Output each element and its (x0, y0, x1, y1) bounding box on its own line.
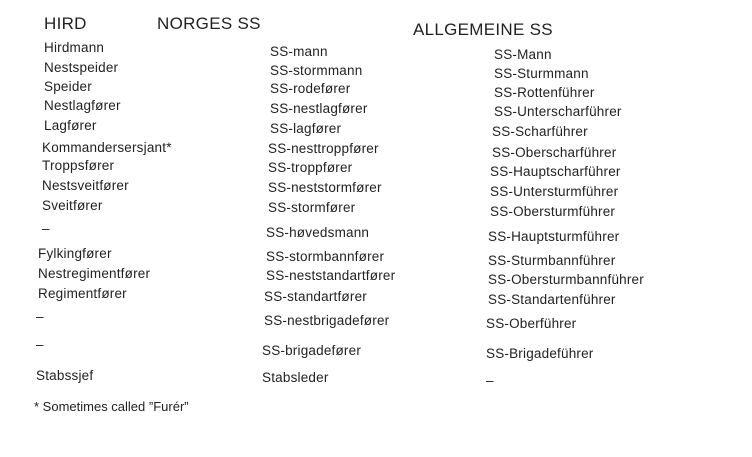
hird-rank-2: Nestspeider (44, 60, 119, 75)
norges-ss-rank-9: SS-stormfører (268, 200, 356, 215)
norges-ss-rank-12: SS-neststandartfører (266, 268, 396, 283)
hird-rank-7: Troppsfører (42, 158, 115, 173)
norges-ss-rank-16: Stabsleder (262, 370, 329, 385)
allgemeine-ss-rank-2: SS-Sturmmann (494, 66, 589, 81)
norges-ss-rank-10: SS-høvedsmann (266, 225, 370, 240)
allgemeine-ss-rank-9: SS-Obersturmführer (490, 204, 616, 219)
norges-ss-rank-5: SS-lagfører (270, 121, 342, 136)
norges-ss-rank-3: SS-rodefører (270, 81, 351, 96)
norges-ss-rank-11: SS-stormbannfører (266, 249, 385, 264)
hird-rank-10: – (42, 221, 50, 236)
header-hird: HIRD (44, 14, 87, 33)
norges-ss-rank-6: SS-nesttroppfører (268, 141, 379, 156)
hird-rank-13: Regimentfører (38, 286, 127, 301)
allgemeine-ss-rank-8: SS-Untersturmführer (490, 184, 619, 199)
allgemeine-ss-rank-6: SS-Oberscharführer (492, 145, 617, 160)
norges-ss-rank-7: SS-troppfører (268, 160, 353, 175)
norges-ss-rank-15: SS-brigadefører (262, 343, 362, 358)
hird-rank-3: Speider (44, 79, 92, 94)
hird-rank-11: Fylkingfører (38, 246, 112, 261)
norges-ss-rank-14: SS-nestbrigadefører (264, 313, 390, 328)
allgemeine-ss-rank-12: SS-Obersturmbannführer (488, 272, 644, 287)
norges-ss-rank-2: SS-stormmann (270, 63, 363, 78)
allgemeine-ss-rank-16: – (486, 373, 494, 388)
hird-rank-16: Stabssjef (36, 368, 94, 383)
hird-rank-14: – (36, 309, 44, 324)
hird-rank-12: Nestregimentfører (38, 266, 151, 281)
allgemeine-ss-rank-13: SS-Standartenführer (488, 292, 616, 307)
allgemeine-ss-rank-4: SS-Unterscharführer (494, 104, 622, 119)
hird-rank-6: Kommandersersjant* (42, 140, 172, 155)
hird-rank-15: – (36, 337, 44, 352)
allgemeine-ss-rank-7: SS-Hauptscharführer (490, 164, 621, 179)
hird-rank-4: Nestlagfører (44, 98, 121, 113)
allgemeine-ss-rank-15: SS-Brigadeführer (486, 346, 594, 361)
footnote: * Sometimes called ”Furér” (34, 399, 189, 414)
allgemeine-ss-rank-10: SS-Hauptsturmführer (488, 229, 620, 244)
allgemeine-ss-rank-1: SS-Mann (494, 47, 552, 62)
allgemeine-ss-rank-5: SS-Scharführer (492, 124, 588, 139)
norges-ss-rank-1: SS-mann (270, 44, 328, 59)
hird-rank-1: Hirdmann (44, 40, 105, 55)
hird-rank-9: Sveitfører (42, 198, 103, 213)
allgemeine-ss-rank-11: SS-Sturmbannführer (488, 253, 616, 268)
hird-rank-8: Nestsveitfører (42, 178, 129, 193)
norges-ss-rank-8: SS-neststormfører (268, 180, 382, 195)
allgemeine-ss-rank-3: SS-Rottenführer (494, 85, 595, 100)
hird-rank-5: Lagfører (44, 118, 97, 133)
header-norges-ss: NORGES SS (157, 14, 261, 33)
header-allgemeine-ss: ALLGEMEINE SS (413, 20, 553, 39)
allgemeine-ss-rank-14: SS-Oberführer (486, 316, 577, 331)
norges-ss-rank-4: SS-nestlagfører (270, 101, 368, 116)
norges-ss-rank-13: SS-standartfører (264, 289, 367, 304)
